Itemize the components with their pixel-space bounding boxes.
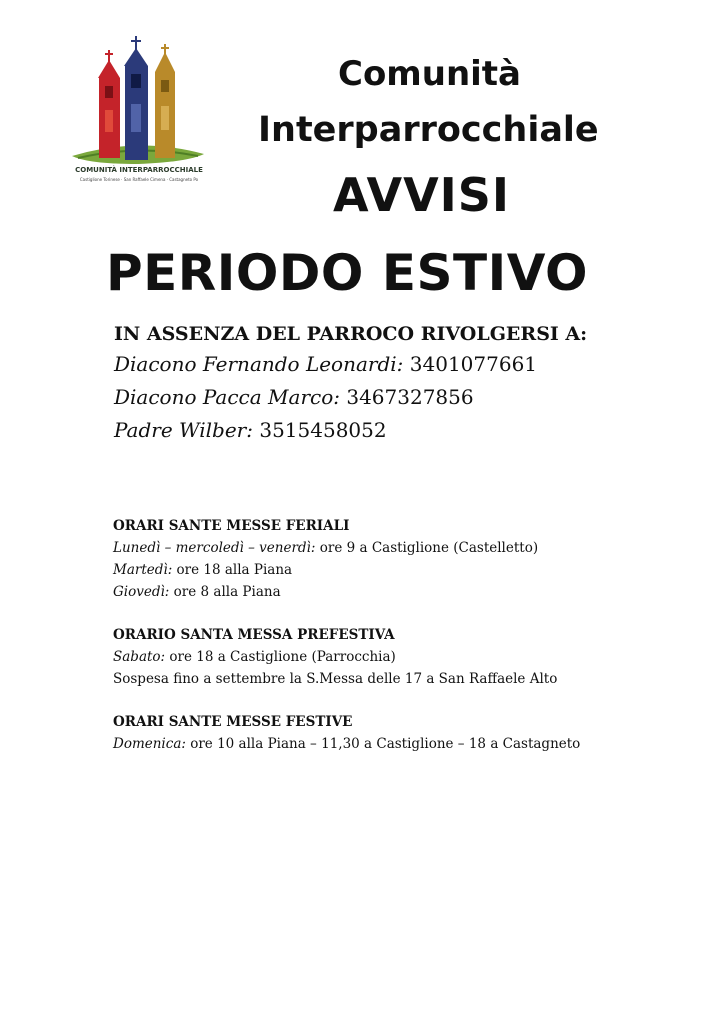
- header-line-interparrocchiale: Interparrocchiale: [258, 110, 599, 150]
- bell-towers-icon: [68, 36, 210, 186]
- schedule-day: Sabato:: [113, 649, 166, 665]
- schedule-text: ore 18 a Castiglione (Parrocchia): [169, 649, 396, 665]
- schedule-line: [113, 733, 703, 755]
- schedule-section-feriali: [113, 515, 703, 603]
- contact-name: Diacono Fernando Leonardi:: [114, 352, 404, 376]
- logo-text-top: COMUNITÀ INTERPARROCCHIALE: [75, 166, 203, 174]
- contacts-section: [114, 320, 674, 447]
- logo-text-bottom: Castiglione Torinese · San Raffaele Cimena · Castagneto Po: [79, 177, 199, 182]
- schedule-text: ore 9 a Castiglione (Castelletto): [319, 540, 539, 556]
- contact-line: [114, 348, 674, 381]
- schedule-section-festive: [113, 711, 703, 755]
- header-line-comunita: Comunità: [338, 54, 521, 94]
- schedule-title: ORARI SANTE MESSE FERIALI: [113, 518, 350, 534]
- schedule-day: Lunedì – mercoledì – venerdì:: [113, 540, 316, 556]
- contact-phone: 3467327856: [346, 385, 474, 409]
- contacts-title: IN ASSENZA DEL PARROCO RIVOLGERSI A:: [114, 323, 588, 345]
- schedule-text: Sospesa fino a settembre la S.Messa delle 17 a San Raffaele Alto: [113, 671, 558, 687]
- schedule-text: ore 18 alla Piana: [176, 562, 293, 578]
- contact-name: Padre Wilber:: [114, 418, 253, 442]
- contact-phone: 3515458052: [259, 418, 387, 442]
- header-line-avvisi: AVVISI: [333, 168, 511, 222]
- schedule-text: ore 8 alla Piana: [173, 584, 281, 600]
- contact-name: Diacono Pacca Marco:: [114, 385, 340, 409]
- schedule-day: Martedì:: [113, 562, 173, 578]
- schedule-line: [113, 646, 703, 668]
- schedule-line: [113, 537, 703, 559]
- schedule-section-prefestiva: [113, 624, 703, 690]
- schedule-line: [113, 668, 703, 690]
- mass-schedules: [113, 515, 703, 776]
- schedule-line: [113, 559, 703, 581]
- contact-phone: 3401077661: [409, 352, 538, 376]
- parish-logo: [68, 36, 210, 186]
- contact-line: [114, 414, 674, 447]
- schedule-title: ORARI SANTE MESSE FESTIVE: [113, 714, 353, 730]
- contact-line: [114, 381, 674, 414]
- schedule-day: Domenica:: [113, 736, 186, 752]
- schedule-title: ORARIO SANTA MESSA PREFESTIVA: [113, 627, 395, 643]
- schedule-day: Giovedì:: [113, 584, 170, 600]
- schedule-text: ore 10 alla Piana – 11,30 a Castiglione – 18 a Castagneto: [190, 736, 581, 752]
- schedule-line: [113, 581, 703, 603]
- header-line-periodo-estivo: PERIODO ESTIVO: [106, 244, 589, 302]
